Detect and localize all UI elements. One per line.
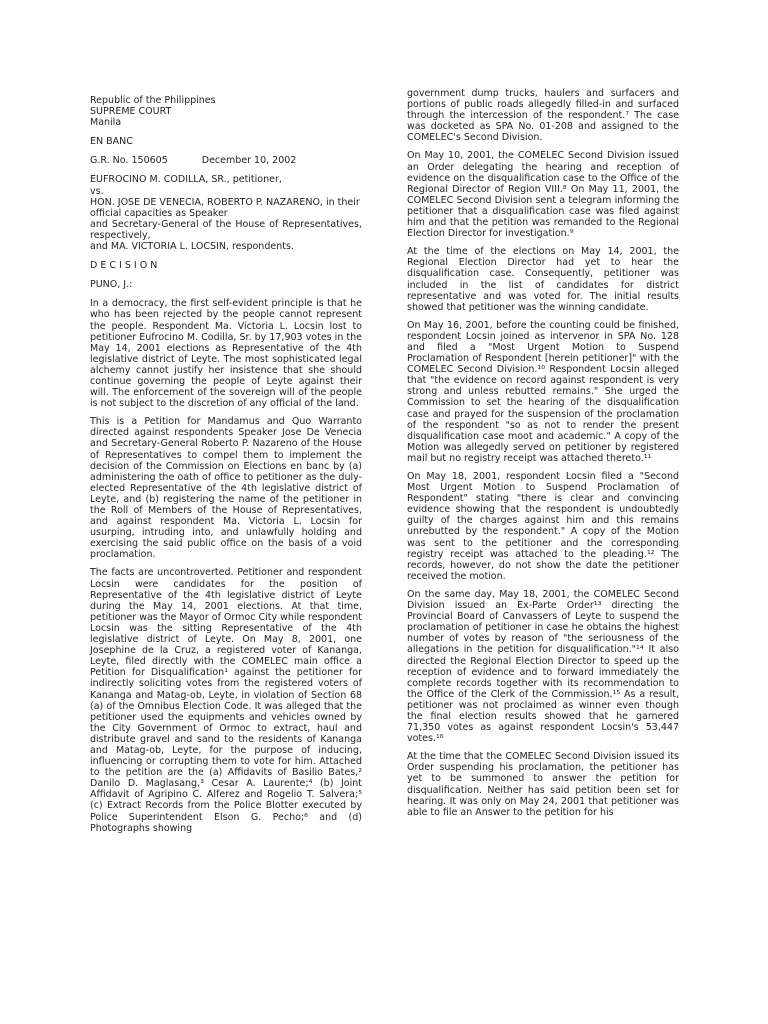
right-column	[407, 0, 679, 825]
paragraph: At the time of the elections on May 14, 2001, the Regional Election Director had yet to hear the disqualification case. Consequently, petitioner was included in the list of candidates for district representative and was voted for. The initial results showed that petitioner was the winning candidate.	[407, 246, 679, 313]
paragraph: On May 18, 2001, respondent Locsin filed a "Second Most Urgent Motion to Suspend Proclamation of Respondent" stating "there is clear and convincing evidence showing that the respondent is undoubtedly guilty of the charges against him and this remains unrebutted by the respondent." A copy of the Motion was sent to the petitioner and the corresponding registry receipt was attached to the pleading.¹² The records, however, do not show the date the petitioner received the motion.	[407, 471, 679, 582]
petitioner-line: EUFROCINO M. CODILLA, SR., petitioner,	[90, 174, 282, 186]
left-column	[90, 0, 362, 841]
respondents-line-2: and Secretary-General of the House of Representatives, respectively,	[90, 218, 362, 241]
paragraph: This is a Petition for Mandamus and Quo Warranto directed against respondents Speaker Jose De Venecia and Secretary-General Roberto P. Nazareno of the House of Representatives to compel them to implement the decision of the Commission on Elections en banc by (a) administering the oath of office to petitioner as the duly-elected Representative of the 4th legislative district of Leyte, and (b) registering the name of the petitioner in the Roll of Members of the House of Representatives, and against respondent Ma. Victoria L. Locsin for usurping, intruding into, and unlawfully holding and exercising the said public office on the basis of a void proclamation.	[90, 416, 362, 561]
gr-number: G.R. No. 150605	[90, 155, 168, 167]
city-line: Manila	[90, 117, 122, 129]
paragraph: The facts are uncontroverted. Petitioner and respondent Locsin were candidates for the position of Representative of the 4th legislative district of Leyte during the May 14, 2001 elections. At that time, petitioner was the Mayor of Ormoc City while respondent Locsin was the sitting Representative of the 4th legislative district of Leyte. On May 8, 2001, one Josephine de la Cruz, a registered voter of Kananga, Leyte, filed directly with the COMELEC main office a Petition for Disqualification¹ against the petitioner for indirectly soliciting votes from the registered voters of Kananga and Matag-ob, Leyte, in violation of Section 68 (a) of the Omnibus Election Code. It was alleged that the petitioner used the equipments and vehicles owned by the City Government of Ormoc to extract, haul and distribute gravel and sand to the residents of Kananga and Matag-ob, Leyte, for the purpose of inducing, influencing or corrupting them to vote for him. Attached to the petition are the (a) Affidavits of Basilio Bates,² Danilo D. Maglasang,³ Cesar A. Laurente;⁴ (b) Joint Affidavit of Agripino C. Alferez and Rogelio T. Salvera;⁵ (c) Extract Records from the Police Blotter executed by Police Superintendent Elson G. Pecho;⁶ and (d) Photographs showing	[90, 567, 363, 834]
paragraph: On the same day, May 18, 2001, the COMELEC Second Division issued an Ex-Parte Order¹³ directing the Provincial Board of Canvassers of Leyte to suspend the proclamation of petitioner in case he obtains the highest number of votes by reason of "the seriousness of the allegations in the petition for disqualification."¹⁴ It also directed the Regional Election Director to speed up the reception of evidence and to forward immediately the complete records together with its recommendation to the Office of the Clerk of the Commission.¹⁵ As a result, petitioner was not proclaimed as winner even though the final election results showed that he garnered 71,350 votes as against respondent Locsin's 53,447 votes.¹⁶	[407, 588, 679, 745]
decision-date: December 10, 2002	[201, 155, 297, 167]
paragraph: In a democracy, the first self-evident principle is that he who has been rejected by the people cannot represent the people. Respondent Ma. Victoria L. Locsin lost to petitioner Eufrocino M. Codilla, Sr. by 17,903 votes in the May 14, 2001 elections as Representative of the 4th legislative district of Leyte. The most sophisticated legal alchemy cannot justify her insistence that she should continue governing the people of Leyte against their will. The enforcement of the sovereign will of the people is not subject to the discretion of any official of the land.	[90, 298, 362, 410]
decision-heading: D E C I S I O N	[90, 260, 158, 272]
republic-line: Republic of the Philippines	[90, 95, 216, 106]
paragraph: At the time that the COMELEC Second Division issued its Order suspending his proclamation, the petitioner has yet to be summoned to answer the petition for disqualification. Neither has said petition been set for hearing. It was only on May 24, 2001 that petitioner was able to file an Answer to the petition for his	[407, 751, 679, 818]
case-number-line	[90, 155, 362, 166]
paragraph: government dump trucks, haulers and surfacers and portions of public roads allegedly filled-in and surfaced through the intercession of the respondent.⁷ The case was docketed as SPA No. 01-208 and assigned to the COMELEC's Second Division.	[407, 88, 679, 144]
versus-line: vs.	[90, 185, 104, 197]
respondents-line-3: and MA. VICTORIA L. LOCSIN, respondents.	[90, 241, 294, 253]
division-line: EN BANC	[90, 136, 133, 148]
ponente-line: PUNO, J.:	[90, 279, 133, 291]
respondents-line-1: HON. JOSE DE VENECIA, ROBERTO P. NAZARENO, in their official capacities as Speaker	[90, 196, 360, 219]
paragraph: On May 10, 2001, the COMELEC Second Division issued an Order delegating the hearing and reception of evidence on the disqualification case to the Office of the Regional Director of Region VIII.⁸ On May 11, 2001, the COMELEC Second Division sent a telegram informing the petitioner that a disqualification case was filed against him and that the petition was remanded to the Regional Election Director for investigation.⁹	[407, 150, 679, 240]
paragraph: On May 16, 2001, before the counting could be finished, respondent Locsin joined as intervenor in SPA No. 128 and filed a "Most Urgent Motion to Suspend Proclamation of Respondent [herein petitioner]" with the COMELEC Second Division.¹⁰ Respondent Locsin alleged that "the evidence on record against respondent is very strong and unless rebutted remains." She urged the Commission to set the hearing of the disqualification case and prayed for the suspension of the proclamation of the respondent "so as not to render the present disqualification case moot and academic." A copy of the Motion was allegedly served on petitioner by registered mail but no registry receipt was attached thereto.¹¹	[407, 319, 679, 464]
court-line: SUPREME COURT	[90, 106, 172, 118]
